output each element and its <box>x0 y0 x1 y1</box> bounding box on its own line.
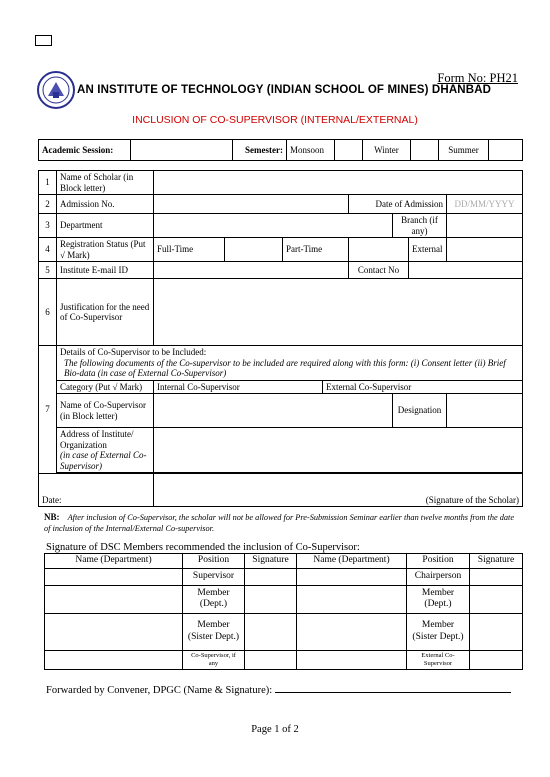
dsc-signature-field[interactable] <box>470 613 523 650</box>
date-of-admission-field[interactable]: DD/MM/YYYY <box>447 195 523 214</box>
forwarded-line <box>46 683 511 696</box>
row-number: 5 <box>39 262 57 279</box>
registration-status-label: Registration Status (Put √ Mark) <box>57 238 154 262</box>
dsc-header-name: Name (Department) <box>45 554 183 569</box>
contact-no-field[interactable] <box>409 262 523 279</box>
dsc-header-position: Position <box>407 554 470 569</box>
row-number: 7 <box>39 346 57 474</box>
dsc-name-field[interactable] <box>45 650 183 669</box>
address-field[interactable] <box>154 428 523 473</box>
department-label: Department <box>57 214 154 238</box>
note-text: After inclusion of Co-Supervisor, the scholar will not be allowed for Pre-Submission Seminar earlier than twelve months from the date of inclusion of the Internal/External Co-supervisor. <box>44 513 515 533</box>
row-number: 4 <box>39 238 57 262</box>
form-title: INCLUSION OF CO-SUPERVISOR (INTERNAL/EXTERNAL) <box>132 114 418 126</box>
justification-label: Justification for the need of Co-Supervisor <box>57 279 154 346</box>
dsc-name-field[interactable] <box>45 613 183 650</box>
semester-option-monsoon: Monsoon <box>287 140 335 161</box>
scholar-details-table <box>38 170 523 507</box>
external-label: External <box>409 238 447 262</box>
dsc-name-field[interactable] <box>297 613 407 650</box>
email-label: Institute E-mail ID <box>57 262 154 279</box>
details-note: The following documents of the Co-supervisor to be included are required along with this form: (i) Consent letter (ii) Brief Bio-data (in case of External Co-Supervisor) <box>64 357 506 378</box>
branch-label: Branch (if any) <box>393 214 447 238</box>
dsc-position: Supervisor <box>183 568 245 585</box>
dsc-position: Member (Sister Dept.) <box>183 613 245 650</box>
form-number: Form No: PH21 <box>437 71 518 85</box>
email-field[interactable] <box>154 262 349 279</box>
semester-option-summer: Summer <box>439 140 489 161</box>
forwarded-label: Forwarded by Convener, DPGC (Name & Signature): <box>46 685 273 696</box>
note-block <box>44 512 522 534</box>
dsc-position: Chairperson <box>407 568 470 585</box>
dsc-signature-field[interactable] <box>470 568 523 585</box>
institute-name: AN INSTITUTE OF TECHNOLOGY (INDIAN SCHOOL OF MINES) DHANBAD <box>77 84 492 96</box>
dsc-header-signature: Signature <box>470 554 523 569</box>
academic-session-label: Academic Session: <box>39 140 131 161</box>
dsc-position: Member (Sister Dept.) <box>407 613 470 650</box>
dsc-header-position: Position <box>183 554 245 569</box>
dsc-header-signature: Signature <box>245 554 297 569</box>
designation-field[interactable] <box>447 394 523 428</box>
dsc-signature-field[interactable] <box>245 613 297 650</box>
dsc-name-field[interactable] <box>45 568 183 585</box>
dsc-position: Member (Dept.) <box>407 585 470 613</box>
full-time-label: Full-Time <box>154 238 225 262</box>
row-number: 6 <box>39 279 57 346</box>
summer-checkbox[interactable] <box>489 140 523 161</box>
dsc-signature-field[interactable] <box>470 650 523 669</box>
co-supervisor-name-field[interactable] <box>154 394 393 428</box>
justification-field[interactable] <box>154 279 523 346</box>
category-label: Category (Put √ Mark) <box>57 380 154 394</box>
details-heading: Details of Co-Supervisor to be Included: <box>60 347 207 357</box>
date-label: Date: <box>42 494 62 505</box>
dsc-signature-field[interactable] <box>245 585 297 613</box>
admission-no-field[interactable] <box>154 195 349 214</box>
part-time-label: Part-Time <box>283 238 349 262</box>
address-label-cell <box>57 428 154 473</box>
address-label: Address of Institute/ Organization <box>60 429 134 450</box>
admission-no-label: Admission No. <box>57 195 154 214</box>
institute-logo-icon <box>36 70 76 110</box>
semester-option-winter: Winter <box>363 140 411 161</box>
academic-session-field[interactable] <box>131 140 233 161</box>
row-number: 1 <box>39 171 57 195</box>
co-supervisor-details <box>57 346 523 381</box>
dsc-name-field[interactable] <box>45 585 183 613</box>
session-table <box>38 139 523 161</box>
dsc-table <box>44 553 523 670</box>
dsc-position: Member (Dept.) <box>183 585 245 613</box>
page-number: Page 1 of 2 <box>251 724 299 735</box>
external-co-supervisor-option[interactable]: External Co-Supervisor <box>323 380 523 394</box>
monsoon-checkbox[interactable] <box>335 140 363 161</box>
dsc-position: Co-Supervisor, if any <box>183 650 245 669</box>
department-field[interactable] <box>154 214 393 238</box>
dsc-name-field[interactable] <box>297 568 407 585</box>
dsc-signature-field[interactable] <box>470 585 523 613</box>
date-cell[interactable] <box>39 474 154 507</box>
dsc-position: External Co-Supervisor <box>407 650 470 669</box>
winter-checkbox[interactable] <box>411 140 439 161</box>
internal-co-supervisor-option[interactable]: Internal Co-Supervisor <box>154 380 323 394</box>
row-number: 3 <box>39 214 57 238</box>
dsc-header-name: Name (Department) <box>297 554 407 569</box>
designation-label: Designation <box>393 394 447 428</box>
date-of-admission-label: Date of Admission <box>349 195 447 214</box>
co-supervisor-name-label: Name of Co-Supervisor (in Block letter) <box>57 394 154 428</box>
address-note: (in case of External Co-Supervisor) <box>60 450 147 471</box>
branch-field[interactable] <box>447 214 523 238</box>
full-time-checkbox[interactable] <box>225 238 283 262</box>
note-label: NB: <box>44 512 60 522</box>
scholar-name-label: Name of Scholar (in Block letter) <box>57 171 154 195</box>
external-checkbox[interactable] <box>447 238 523 262</box>
contact-no-label: Contact No <box>349 262 409 279</box>
dsc-signature-field[interactable] <box>245 650 297 669</box>
dsc-name-field[interactable] <box>297 650 407 669</box>
dsc-title: Signature of DSC Members recommended the inclusion of Co-Supervisor: <box>46 542 360 553</box>
part-time-checkbox[interactable] <box>349 238 409 262</box>
scholar-name-field[interactable] <box>154 171 523 195</box>
scholar-signature-cell[interactable] <box>154 474 523 507</box>
row-number: 2 <box>39 195 57 214</box>
dsc-name-field[interactable] <box>297 585 407 613</box>
corner-box <box>35 35 52 46</box>
forwarded-signature-field[interactable] <box>275 683 511 693</box>
semester-label: Semester: <box>233 140 287 161</box>
scholar-signature-label: (Signature of the Scholar) <box>425 494 519 505</box>
dsc-signature-field[interactable] <box>245 568 297 585</box>
